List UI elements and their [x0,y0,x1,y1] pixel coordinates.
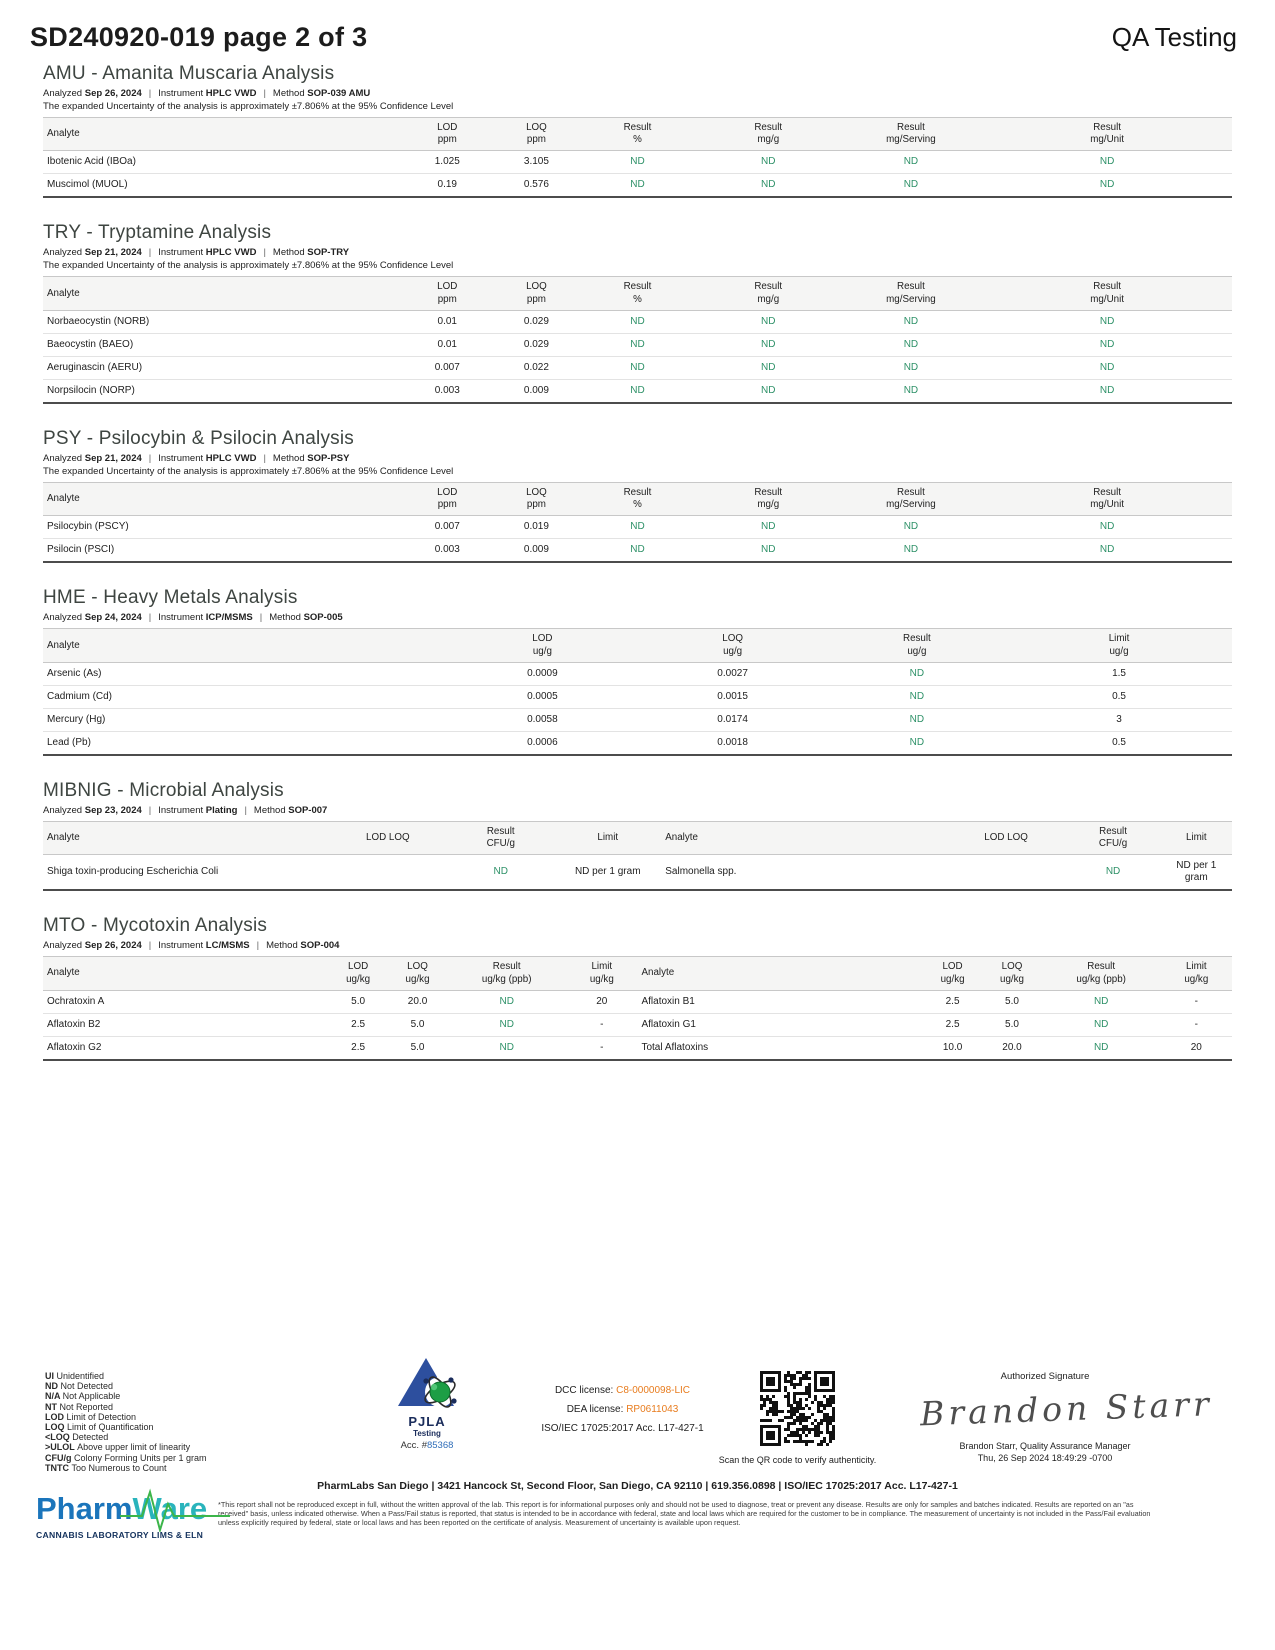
table-cell: ND [630,156,645,168]
table-header-cell: Result % [578,482,697,515]
section-amu [43,63,1232,198]
meta-value: LC/MSMS [205,940,250,952]
table-cell: 5.0 [982,1013,1041,1036]
table-header-cell: Result mg/g [697,118,840,151]
section-hme [43,587,1232,755]
section-title: HME - Heavy Metals Analysis [43,587,298,609]
table-cell: Arsenic (As) [47,667,102,679]
table-header-cell: Result mg/Serving [840,482,983,515]
table-cell: ND [697,174,840,198]
table-cell: 0.5 [1006,685,1232,708]
table-header-row [43,482,1232,515]
table-header-cell: Result mg/g [697,482,840,515]
analysis-table-amu [43,117,1232,198]
table-cell: ND per 1 gram [1176,860,1217,884]
table-cell: ND [578,356,697,379]
table-row [43,310,1232,333]
table-header-cell: Analyte [43,957,328,990]
table-cell: Muscimol (MUOL) [43,174,400,198]
table-cell: - [1161,1013,1232,1036]
qr-code [757,1368,838,1449]
table-cell: Psilocin (PSCI) [43,539,400,563]
table-cell: 0.003 [400,379,495,403]
pjla-logo-icon [388,1356,466,1408]
table-cell: 5.0 [388,1036,447,1060]
table-cell: 3 [1006,708,1232,731]
table-header-cell: Analyte [43,482,400,515]
table-header-cell: Analyte [43,277,400,310]
lab-address-line: PharmLabs San Diego | 3421 Hancock St, Second Floor, San Diego, CA 92110 | 619.356.0898 | ISO/IEC 17025:2017 Acc. L17-427-1 [317,1480,958,1492]
table-header-cell: Result mg/Serving [840,118,983,151]
table-row [43,1013,1232,1036]
pjla-accreditation-number: Acc. #85368 [400,1440,454,1451]
table-header-row [43,957,1232,990]
table-cell: 0.0009 [527,667,558,679]
pjla-sub: Testing [413,1429,441,1438]
meta-separator: | [148,247,152,259]
table-cell: ND [982,174,1232,198]
table-row [43,539,1232,563]
meta-value: SOP-005 [303,612,343,624]
table-cell: ND [1105,866,1121,878]
table-cell: ND [1093,995,1109,1007]
table-header-cell: LOD ppm [400,118,495,151]
table-cell [947,855,1066,891]
table-cell: ND [840,379,983,403]
page-title: SD240920-019 page 2 of 3 [30,22,368,52]
meta-separator: | [148,940,152,952]
table-header-cell: LOD ug/kg [923,957,982,990]
meta-separator: | [263,452,266,464]
table-cell: ND [982,356,1232,379]
table-cell: 0.003 [400,539,495,563]
table-cell: - [566,1013,637,1036]
table-row [43,379,1232,403]
table-header-cell: Limit ug/kg [566,957,637,990]
meta-label: Analyzed [43,247,85,259]
section-mto [43,915,1232,1060]
table-cell: ND [840,333,983,356]
iso-accreditation: ISO/IEC 17025:2017 Acc. L17-427-1 [541,1423,704,1434]
table-header-cell: Result % [578,118,697,151]
table-cell: ND [982,539,1232,563]
table-cell: Cadmium (Cd) [43,685,447,708]
table-header-cell: LOD ug/kg [328,957,387,990]
table-cell: 0.5 [1006,731,1232,755]
table-row [43,685,1232,708]
meta-separator: | [244,804,247,816]
table-header-cell: Result CFU/g [447,821,554,854]
table-header-row [43,629,1232,662]
meta-separator: | [148,452,152,464]
table-cell: - [566,1036,637,1060]
table-row [43,990,1232,1013]
section-meta [43,453,1232,464]
analysis-table-psy [43,482,1232,563]
meta-label: Method [253,804,289,816]
section-title: PSY - Psilocybin & Psilocin Analysis [43,427,354,449]
table-row [43,855,1232,891]
section-meta [43,247,1232,258]
table-cell: 1.5 [1112,667,1126,679]
pjla-accreditation-block [352,1356,502,1451]
meta-value: ICP/MSMS [205,612,253,624]
section-psy [43,428,1232,563]
meta-value: HPLC VWD [205,247,257,259]
meta-label: Instrument [158,940,206,952]
table-header-cell: Result ug/kg (ppb) [447,957,566,990]
section-title: AMU - Amanita Muscaria Analysis [43,63,335,84]
table-header-cell: LOQ ppm [495,118,578,151]
table-cell: 0.576 [495,174,578,198]
section-meta [43,612,1232,623]
table-header-row [43,277,1232,310]
meta-separator: | [148,612,152,624]
table-row [43,708,1232,731]
table-cell: 1.025 [434,156,460,168]
table-cell: Aflatoxin G1 [637,1013,922,1036]
table-header-cell: Limit ug/g [1006,629,1232,662]
legend-item: NT Not Reported [45,1401,114,1412]
table-header-cell: Analyte [43,629,447,662]
meta-value: HPLC VWD [205,452,257,464]
table-cell: Baeocystin (BAEO) [43,333,400,356]
table-row [43,356,1232,379]
meta-separator: | [263,247,266,259]
table-cell: ND [578,333,697,356]
pjla-name: PJLA [408,1414,446,1429]
qr-block [700,1368,895,1465]
report-disclaimer: *This report shall not be reproduced except in full, without the written approval of the lab. This report is for informational purposes only and should not be used to diagnose, treat or prevent any disease. Results are only for samples and batches indicated. Results are reported on an "as received" basis, unless indicated otherwise. When a Pass/Fail status is reported, that status is intended to be in accordance with federal, state and local laws which are required for the customer to be in compliance. The measurement of uncertainty is not included in the Pass/Fail evaluation unless explicitly required by federal, state or local laws and has been reported on the certificate of analysis. Measurement of uncertainty is available upon request. [218,1500,1151,1527]
heartbeat-line-icon [120,1486,230,1532]
table-cell: 0.029 [523,315,549,327]
meta-value: SOP-004 [300,940,340,952]
meta-label: Method [272,247,308,259]
table-cell: Aflatoxin B1 [641,995,695,1007]
table-cell: Mercury (Hg) [43,708,447,731]
meta-value: SOP-TRY [307,247,350,259]
table-cell: ND [578,539,697,563]
pharmware-wordmark: PharmWare [36,1492,221,1526]
legend-item: CFU/g Colony Forming Units per 1 gram [45,1452,207,1463]
table-header-cell: Result % [578,277,697,310]
uncertainty-note: The expanded Uncertainty of the analysis is approximately ±7.806% at the 95% Confidence Level [43,101,454,112]
meta-label: Instrument [158,804,206,816]
table-cell: 2.5 [328,1013,387,1036]
table-cell: ND [761,521,776,533]
meta-separator: | [259,612,263,624]
table-cell: ND [982,333,1232,356]
table-header-cell: LOD ppm [400,277,495,310]
table-cell: ND [840,174,983,198]
table-cell: Norpsilocin (NORP) [43,379,400,403]
section-try [43,222,1232,403]
analysis-table-mibnig [43,821,1232,891]
meta-separator: | [256,940,260,952]
legend-item: UI Unidentified [45,1371,105,1381]
legend-item: TNTC Too Numerous to Count [45,1462,167,1473]
signature-block [919,1371,1214,1463]
meta-value: Sep 21, 2024 [84,452,142,464]
table-cell: ND [697,539,840,563]
meta-label: Instrument [158,247,206,259]
meta-separator: | [148,88,152,99]
table-cell: Ochratoxin A [47,995,105,1007]
table-cell: ND [499,995,514,1007]
legend-item: LOD Limit of Detection [45,1411,137,1422]
legend-item: >ULOL Above upper limit of linearity [45,1442,191,1453]
table-header-cell: LOD ppm [400,482,495,515]
section-meta [43,805,1232,816]
table-row [43,333,1232,356]
table-cell: 0.0006 [447,731,637,755]
table-row [43,662,1232,685]
table-header-cell: Limit [1161,821,1232,854]
uncertainty-note: The expanded Uncertainty of the analysis is approximately ±7.806% at the 95% Confidence Level [43,465,454,477]
table-cell: Norbaeocystin (NORB) [47,315,150,327]
meta-value: SOP-039 AMU [307,88,371,99]
table-header-cell: LOD LOQ [328,821,447,854]
table-cell: ND [761,315,776,327]
table-cell: Lead (Pb) [43,731,447,755]
table-header-cell: Analyte [43,821,328,854]
section-mibnig [43,780,1232,891]
table-cell: 2.5 [328,1036,387,1060]
dea-license: DEA license: RP0611043 [566,1404,679,1415]
table-cell: 5.0 [1005,995,1019,1007]
table-cell: ND [578,379,697,403]
signature-timestamp: Thu, 26 Sep 2024 18:49:29 -0700 [977,1453,1113,1463]
meta-label: Analyzed [43,940,85,952]
table-cell: 0.0018 [637,731,827,755]
authorized-signature-label: Authorized Signature [1000,1371,1090,1382]
table-cell: ND [903,315,919,327]
table-cell: ND [447,1036,566,1060]
meta-label: Method [272,88,308,99]
table-cell: Psilocybin (PSCY) [47,521,129,533]
pharmware-tagline: CANNABIS LABORATORY LIMS & ELN [36,1530,204,1540]
table-header-cell: Result ug/kg (ppb) [1042,957,1161,990]
meta-separator: | [148,804,152,816]
table-cell: ND [630,521,645,533]
report-body [0,63,1275,1061]
table-header-cell: LOQ ppm [495,482,578,515]
table-cell: ND [630,315,645,327]
meta-label: Method [272,452,308,464]
table-cell: Total Aflatoxins [637,1036,922,1060]
table-cell: ND [840,539,983,563]
table-cell: 0.0058 [447,708,637,731]
meta-value: Sep 23, 2024 [84,804,142,816]
table-cell: 0.007 [434,521,460,533]
signature-script: Brandon Starr [919,1384,1214,1434]
page-header [0,0,1275,53]
meta-value: Sep 24, 2024 [84,612,142,624]
meta-label: Analyzed [43,88,85,99]
table-cell: Aflatoxin B2 [43,1013,328,1036]
table-cell: Aeruginascin (AERU) [43,356,400,379]
meta-value: SOP-PSY [307,452,350,464]
meta-label: Analyzed [43,612,85,624]
table-row [43,1036,1232,1060]
analysis-table-hme [43,628,1232,755]
table-cell: Salmonella spp. [665,866,737,878]
meta-value: Plating [205,804,238,816]
table-cell: ND [1042,1036,1161,1060]
table-cell: ND [761,156,776,168]
table-header-cell: Analyte [43,118,400,151]
table-cell: ND [828,685,1006,708]
table-cell: 20.0 [407,995,428,1007]
table-cell: Shiga toxin-producing Escherichia Coli [47,866,219,878]
qr-caption: Scan the QR code to verify authenticity. [718,1455,877,1465]
table-header-cell: Result mg/Unit [982,482,1232,515]
table-cell: 2.5 [923,1013,982,1036]
meta-label: Instrument [158,88,206,99]
qa-testing-label: QA Testing [1111,22,1237,52]
table-cell: 0.0005 [447,685,637,708]
meta-label: Instrument [158,612,206,624]
table-cell: Aflatoxin G2 [43,1036,328,1060]
table-cell: ND [982,379,1232,403]
table-cell: 0.0027 [717,667,748,679]
table-header-cell: Result mg/Unit [982,118,1232,151]
table-row [43,151,1232,174]
table-cell: 0.007 [400,356,495,379]
meta-label: Analyzed [43,452,85,464]
table-header-cell: LOQ ug/g [637,629,827,662]
section-title: MTO - Mycotoxin Analysis [43,915,268,937]
section-meta [43,940,1232,951]
table-cell: 5.0 [388,1013,447,1036]
meta-label: Analyzed [43,804,85,816]
meta-separator: | [263,88,266,99]
table-header-cell: LOQ ug/kg [982,957,1041,990]
table-cell: 3.105 [523,156,549,168]
table-cell: ND [903,521,919,533]
table-header-row [43,821,1232,854]
table-cell: ND [840,356,983,379]
analysis-table-try [43,276,1232,403]
table-cell: 0.0174 [637,708,827,731]
table-cell: 0.01 [437,315,457,327]
table-cell: 0.009 [495,379,578,403]
table-header-cell: LOQ ug/kg [388,957,447,990]
legend-item: <LOQ Detected [45,1432,109,1443]
table-header-cell: Result mg/Unit [982,277,1232,310]
table-cell: ND [1099,156,1115,168]
table-cell: 0.029 [495,333,578,356]
table-cell [328,855,447,891]
table-cell: ND [903,156,919,168]
table-cell: 20.0 [982,1036,1041,1060]
table-cell: ND [1099,521,1115,533]
table-header-cell: Analyte [661,821,946,854]
table-cell: 0.019 [523,521,549,533]
table-header-cell: Result mg/g [697,277,840,310]
table-cell: ND [697,379,840,403]
legend-item: LOQ Limit of Quantification [45,1422,154,1433]
table-header-cell: Limit ug/kg [1161,957,1232,990]
table-cell: ND [447,1013,566,1036]
table-cell: ND [909,667,925,679]
table-cell: ND [697,356,840,379]
section-title: TRY - Tryptamine Analysis [43,222,272,244]
table-cell: 5.0 [351,995,366,1007]
table-cell: ND per 1 gram [574,866,641,878]
table-cell: 0.01 [400,333,495,356]
table-cell: ND [578,174,697,198]
table-row [43,516,1232,539]
meta-label: Method [266,940,301,952]
table-cell: ND [828,731,1006,755]
meta-value: Sep 26, 2024 [84,88,142,99]
section-meta [43,88,1232,99]
legend-item: ND Not Detected [45,1381,114,1392]
table-cell: 20 [596,995,608,1007]
table-cell: 2.5 [945,995,960,1007]
meta-label: Method [269,612,304,624]
signer-name-title: Brandon Starr, Quality Assurance Manager [959,1441,1131,1451]
meta-label: Instrument [158,452,206,464]
table-header-cell: Limit [554,821,661,854]
table-cell: 0.009 [495,539,578,563]
table-header-row [43,118,1232,151]
table-cell: ND [697,333,840,356]
table-row [43,174,1232,198]
meta-value: SOP-007 [288,804,328,816]
table-cell: ND [828,708,1006,731]
table-cell: ND [1099,315,1115,327]
table-header-cell: LOQ ppm [495,277,578,310]
table-cell: 10.0 [923,1036,982,1060]
table-header-cell: Result CFU/g [1066,821,1161,854]
table-cell: 0.0015 [637,685,827,708]
dcc-license: DCC license: C8-0000098-LIC [554,1385,691,1396]
table-header-cell: LOD ug/g [447,629,637,662]
table-cell: Ibotenic Acid (IBOa) [47,156,136,168]
meta-value: HPLC VWD [205,88,257,99]
meta-value: Sep 21, 2024 [84,247,142,259]
table-cell: 0.19 [400,174,495,198]
table-cell: 0.022 [495,356,578,379]
section-title: MIBNIG - Microbial Analysis [43,779,284,801]
analysis-table-mto [43,956,1232,1060]
table-row [43,731,1232,755]
uncertainty-note: The expanded Uncertainty of the analysis is approximately ±7.806% at the 95% Confidence Level [43,260,454,272]
table-cell: - [1194,995,1198,1007]
legend-item: N/A Not Applicable [45,1391,121,1402]
table-header-cell: Result ug/g [828,629,1006,662]
table-header-cell: LOD LOQ [947,821,1066,854]
table-header-cell: Result mg/Serving [840,277,983,310]
abbreviation-legend [45,1371,207,1473]
table-cell: ND [493,866,508,878]
pharmware-logo [36,1492,221,1540]
table-cell: 20 [1161,1036,1232,1060]
table-cell: ND [1042,1013,1161,1036]
table-header-cell: Analyte [637,957,922,990]
meta-value: Sep 26, 2024 [84,940,142,952]
